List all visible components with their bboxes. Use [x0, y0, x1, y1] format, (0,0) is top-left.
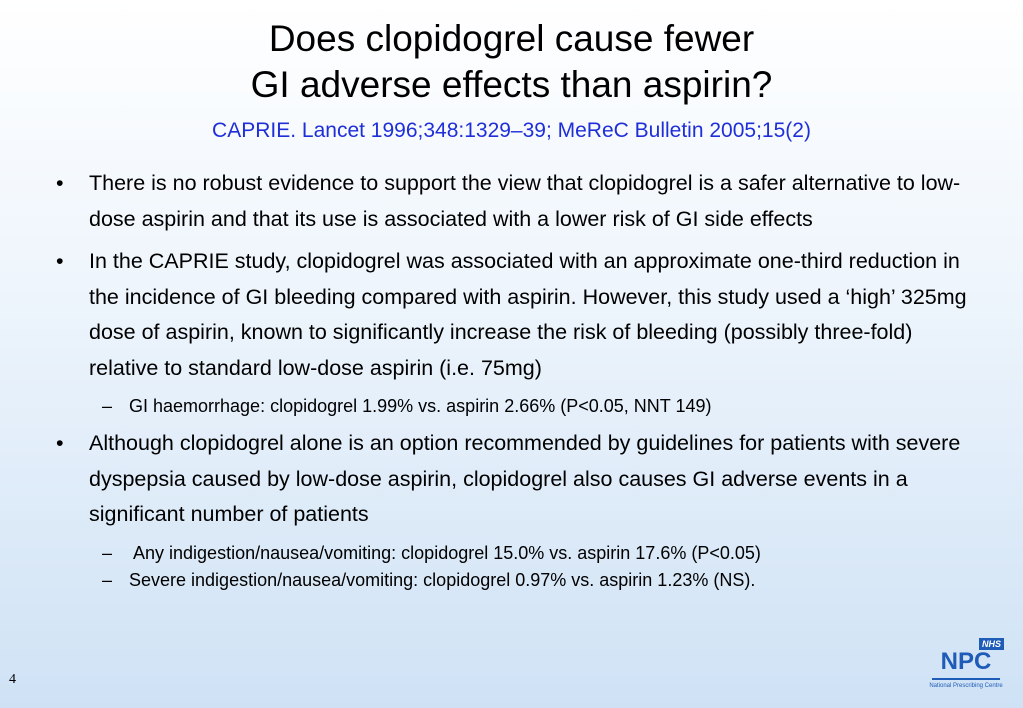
sub-bullet-item: [56, 393, 976, 420]
page-number: 4: [9, 672, 16, 687]
npc-logo-name: NPC: [940, 648, 992, 675]
npc-logo-caption: National Prescribing Centre: [929, 683, 1003, 689]
slide-body: [56, 166, 976, 594]
bullet-text: There is no robust evidence to support the view that clopidogrel is a safer alternative to low-dose aspirin and that its use is associated with a lower risk of GI side effects: [89, 171, 961, 231]
npc-logo-rule: [932, 678, 1000, 680]
sub-bullet-marker: –: [102, 542, 113, 563]
bullet-item: [56, 244, 976, 386]
sub-bullet-text: Any indigestion/nausea/vomiting: clopidogrel 15.0% vs. aspirin 17.6% (P<0.05): [129, 542, 761, 563]
bullet-text: In the CAPRIE study, clopidogrel was associated with an approximate one-third reduction in the incidence of GI bleeding compared with aspirin. However, this study used a ‘high’ 325mg dose of aspirin, known to significantly increase the risk of bleeding (possibly three-fold) relative to standard low-dose aspirin (i.e. 75mg): [89, 249, 967, 380]
sub-bullet-text: GI haemorrhage: clopidogrel 1.99% vs. aspirin 2.66% (P<0.05, NNT 149): [129, 396, 712, 416]
slide-title-line-1: Does clopidogrel cause fewer: [268, 18, 755, 59]
bullet-marker: •: [56, 171, 64, 195]
bullet-text: Although clopidogrel alone is an option recommended by guidelines for patients with severe dyspepsia caused by low-dose aspirin, clopidogrel also causes GI adverse events in a significant number of patients: [89, 431, 961, 526]
npc-logo: [928, 638, 1004, 694]
sub-bullet-text: Severe indigestion/nausea/vomiting: clopidogrel 0.97% vs. aspirin 1.23% (NS).: [129, 569, 756, 590]
slide-subtitle-citation: CAPRIE. Lancet 1996;348:1329–39; MeReC Bulletin 2005;15(2): [212, 119, 811, 142]
sub-bullet-item: [56, 567, 976, 594]
bullet-item: [56, 426, 976, 533]
sub-bullet-marker: –: [102, 396, 113, 416]
bullet-marker: •: [56, 249, 64, 273]
slide-title: [0, 16, 1023, 108]
bullet-marker: •: [56, 431, 64, 455]
sub-bullet-item: [56, 540, 976, 567]
nhs-badge: NHS: [979, 638, 1004, 650]
sub-bullet-marker: –: [102, 569, 113, 590]
slide-title-line-2: GI adverse effects than aspirin?: [250, 64, 773, 105]
bullet-item: [56, 166, 976, 237]
